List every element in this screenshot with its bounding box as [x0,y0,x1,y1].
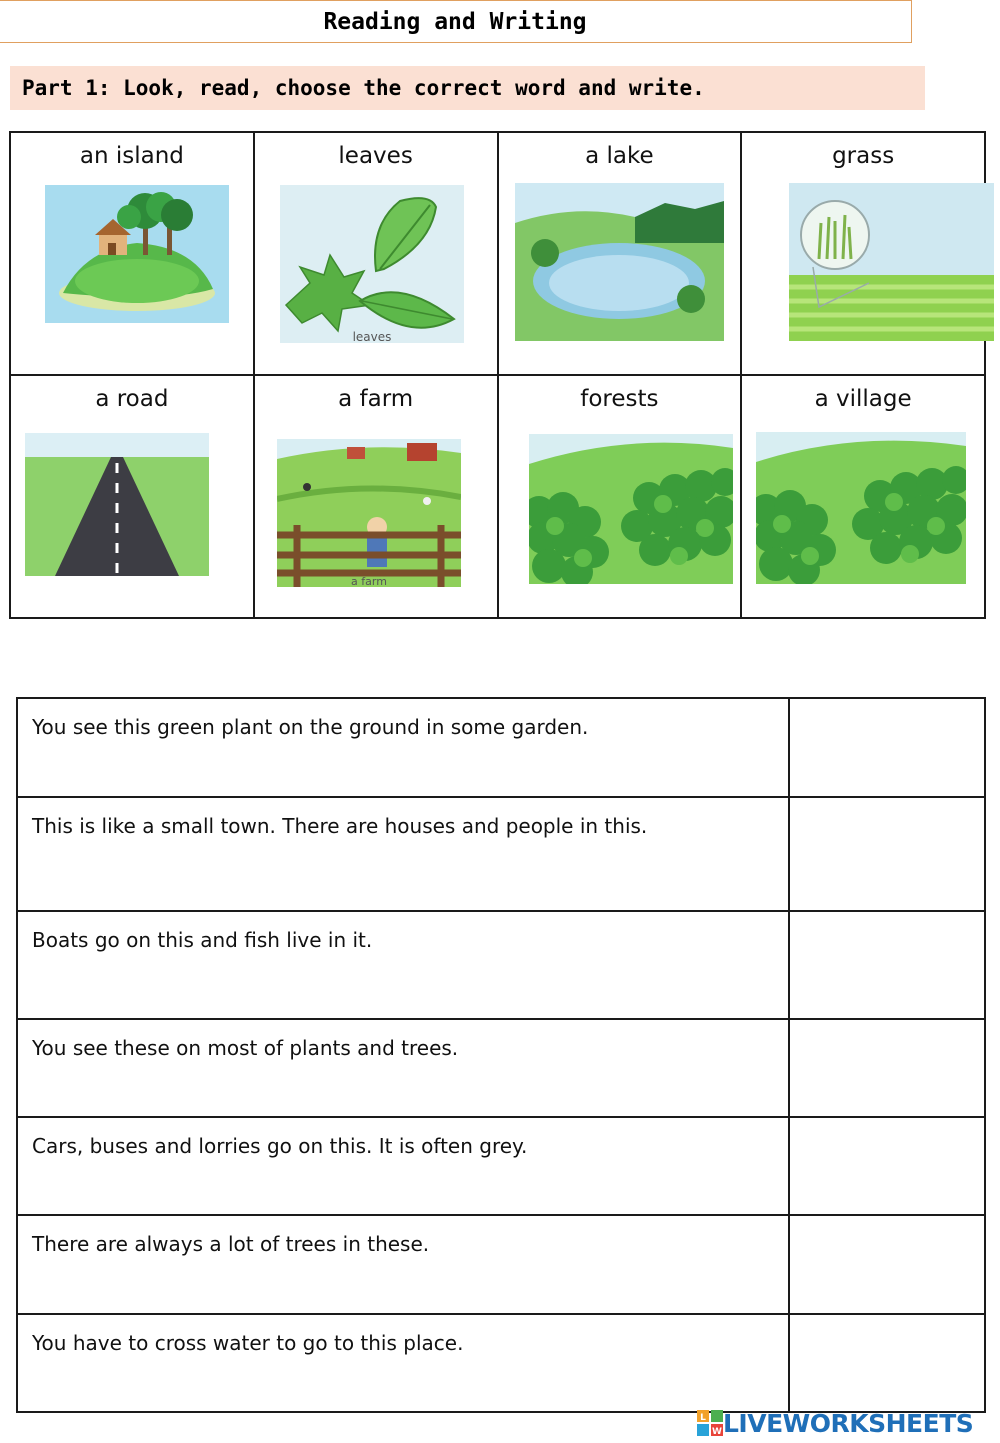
liveworksheets-logo-icon [697,1410,723,1436]
picture-cell-farm [254,375,498,618]
word-label: grass [832,143,895,169]
answer-input[interactable] [790,800,984,817]
question-row [17,797,985,911]
answer-input[interactable] [790,701,984,718]
grass-picture-icon [789,183,994,341]
page-title: Reading and Writing [0,0,912,43]
lake-picture-icon [515,183,724,341]
question-cell [17,1019,789,1117]
question-cell [17,698,789,797]
word-label: an island [79,143,184,169]
word-label: a road [95,386,169,412]
picture-cell-lake [498,132,742,375]
road-picture-icon [25,433,209,576]
word-label: leaves [338,143,413,169]
logo-text: LIVEWORKSHEETS [723,1408,974,1438]
question-row [17,1215,985,1314]
question-row [17,911,985,1019]
answer-input[interactable] [790,1317,984,1334]
question-cell [17,911,789,1019]
logo-tile-letter: W [712,1427,722,1436]
question-cell [17,1215,789,1314]
question-text: Cars, buses and lorries go on this. It is often grey. [32,1134,528,1158]
answer-cell[interactable] [789,1117,985,1215]
answer-input[interactable] [790,1218,984,1235]
picture-cell-leaves [254,132,498,375]
farm-caption: a farm [350,575,387,587]
answer-cell[interactable] [789,1215,985,1314]
answer-input[interactable] [790,1120,984,1137]
village-picture-icon [756,432,966,584]
question-cell [17,797,789,911]
part-instruction: Part 1: Look, read, choose the correct word and write. [10,66,925,110]
picture-cell-island [10,132,254,375]
logo-tile-letter: L [700,1413,706,1423]
leaves-picture-icon [280,185,464,343]
question-row [17,1314,985,1412]
picture-cell-road [10,375,254,618]
liveworksheets-logo [697,1408,973,1438]
island-picture-icon [45,185,229,323]
answer-cell[interactable] [789,1314,985,1412]
farm-picture-icon [277,439,461,587]
answer-cell[interactable] [789,797,985,911]
answer-cell[interactable] [789,698,985,797]
word-label: forests [580,386,659,412]
picture-cell-village [741,375,985,618]
question-text: Boats go on this and fish live in it. [32,928,373,952]
answer-input[interactable] [790,914,984,931]
question-row [17,1019,985,1117]
questions-table [16,697,986,1413]
question-text: This is like a small town. There are houses and people in this. [32,814,648,838]
question-row [17,698,985,797]
question-text: There are always a lot of trees in these. [32,1232,430,1256]
question-row [17,1117,985,1215]
picture-grid [9,131,986,619]
leaves-caption: leaves [352,330,392,343]
word-label: a village [814,386,912,412]
answer-cell[interactable] [789,1019,985,1117]
forest-picture-icon [529,434,733,584]
picture-cell-grass [741,132,985,375]
word-label: a farm [338,386,414,412]
question-cell [17,1314,789,1412]
answer-cell[interactable] [789,911,985,1019]
picture-cell-forests [498,375,742,618]
question-cell [17,1117,789,1215]
question-text: You have to cross water to go to this place. [32,1331,464,1355]
question-text: You see this green plant on the ground in some garden. [32,715,589,739]
word-label: a lake [585,143,654,169]
answer-input[interactable] [790,1022,984,1039]
question-text: You see these on most of plants and trees. [32,1036,459,1060]
